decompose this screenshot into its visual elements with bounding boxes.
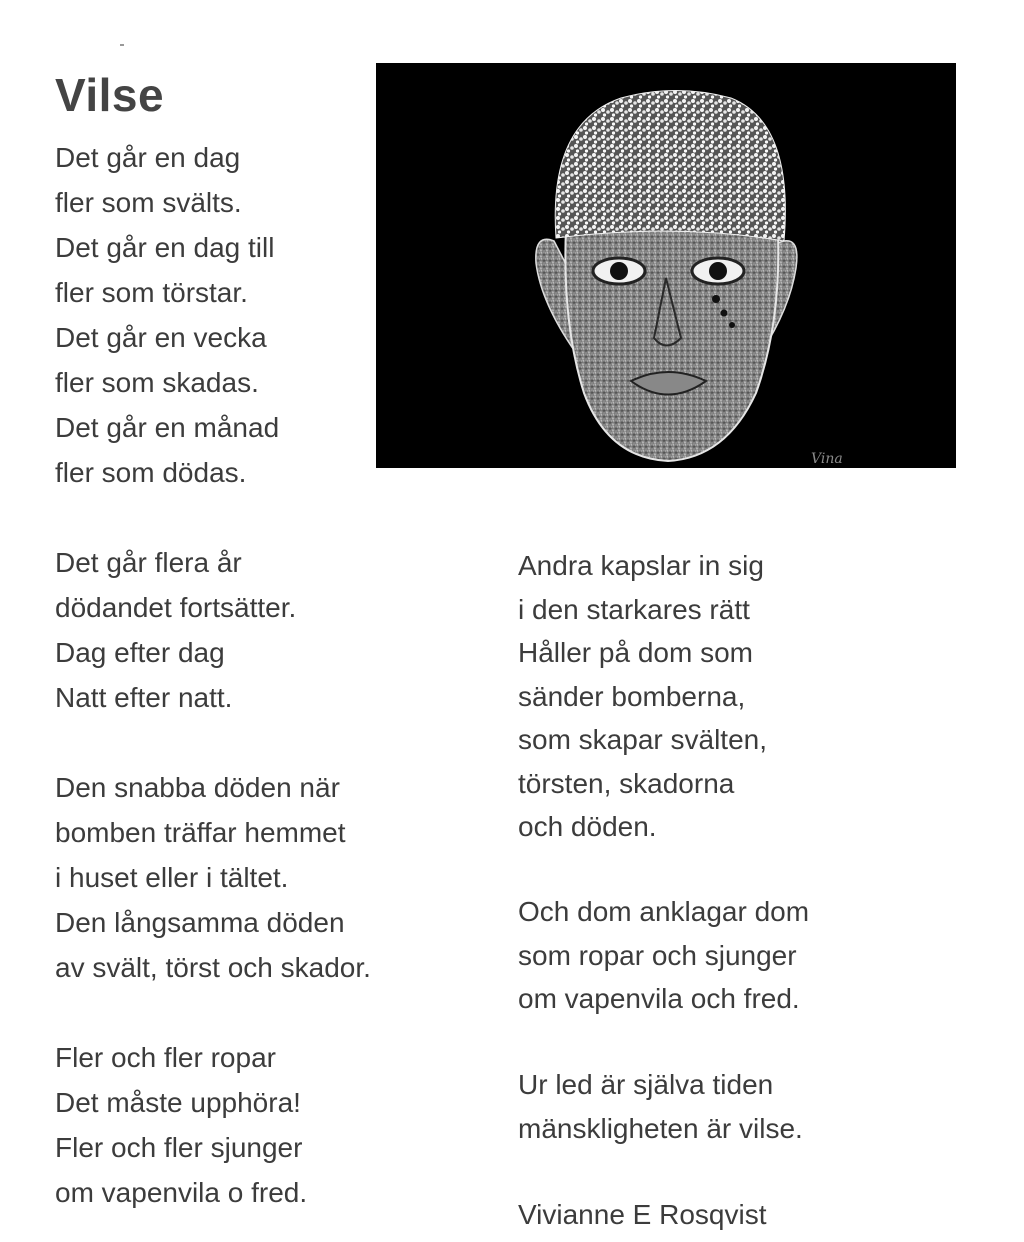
poem-line: Ur led är själva tiden: [518, 1069, 774, 1100]
poem-line: mänskligheten är vilse.: [518, 1112, 803, 1144]
artwork-signature: Vina: [811, 451, 843, 467]
poem-line: om vapenvila och fred.: [518, 983, 800, 1014]
poem-line: i den starkares rätt: [518, 593, 750, 625]
poem-line: fler som dödas.: [55, 457, 247, 488]
poem-line: om vapenvila o fred.: [55, 1177, 308, 1208]
poem-author: Vivianne E Rosqvist: [518, 1199, 767, 1230]
poem-line: dödandet fortsätter.: [55, 592, 297, 623]
poem-line: i huset eller i tältet.: [55, 862, 289, 893]
poem-line: sänder bomberna,: [518, 680, 746, 712]
poem-line: Det går en dag: [55, 142, 241, 173]
poem-line: Den långsamma döden: [55, 907, 345, 938]
poem-line: Håller på dom som: [518, 637, 753, 668]
poem-line: Dag efter dag: [55, 637, 225, 668]
stanza-1: [55, 135, 279, 495]
poem-line: Den snabba döden när: [55, 772, 340, 803]
poem-line: fler som törstar.: [55, 277, 248, 308]
poem-line: Fler och fler sjunger: [55, 1132, 303, 1163]
poem-line: Det måste upphöra!: [55, 1087, 301, 1118]
poem-line: törsten, skadorna: [518, 767, 735, 799]
stanza-6: [518, 890, 809, 1021]
poem-line: som skapar svälten,: [518, 724, 767, 755]
stanza-3: [55, 765, 371, 990]
poem-line: fler som svälts.: [55, 187, 242, 218]
portrait-artwork: [376, 63, 956, 468]
poem-line: Det går en månad: [55, 412, 280, 443]
poem-line: Det går en vecka: [55, 322, 267, 353]
stanza-7: [518, 1063, 803, 1150]
poem-line: Och dom anklagar dom: [518, 896, 810, 927]
stanza-2: [55, 540, 296, 720]
poem-line: av svält, törst och skador.: [55, 952, 371, 983]
stanza-5: [518, 544, 767, 849]
poem-line: och döden.: [518, 811, 657, 842]
stray-mark: [120, 44, 124, 46]
poem-line: som ropar och sjunger: [518, 939, 797, 971]
poem-line: Fler och fler ropar: [55, 1042, 276, 1073]
poem-title: Vilse: [55, 69, 165, 121]
stanza-4: [55, 1035, 307, 1215]
poem-line: fler som skadas.: [55, 367, 259, 398]
poem-line: Andra kapslar in sig: [518, 550, 764, 581]
poem-line: Det går flera år: [55, 547, 242, 578]
poem-line: bomben träffar hemmet: [55, 817, 346, 848]
poem-line: Natt efter natt.: [55, 682, 233, 713]
author-block: [518, 1193, 767, 1237]
poem-line: Det går en dag till: [55, 232, 275, 263]
portrait-drawing-icon: [376, 63, 956, 468]
